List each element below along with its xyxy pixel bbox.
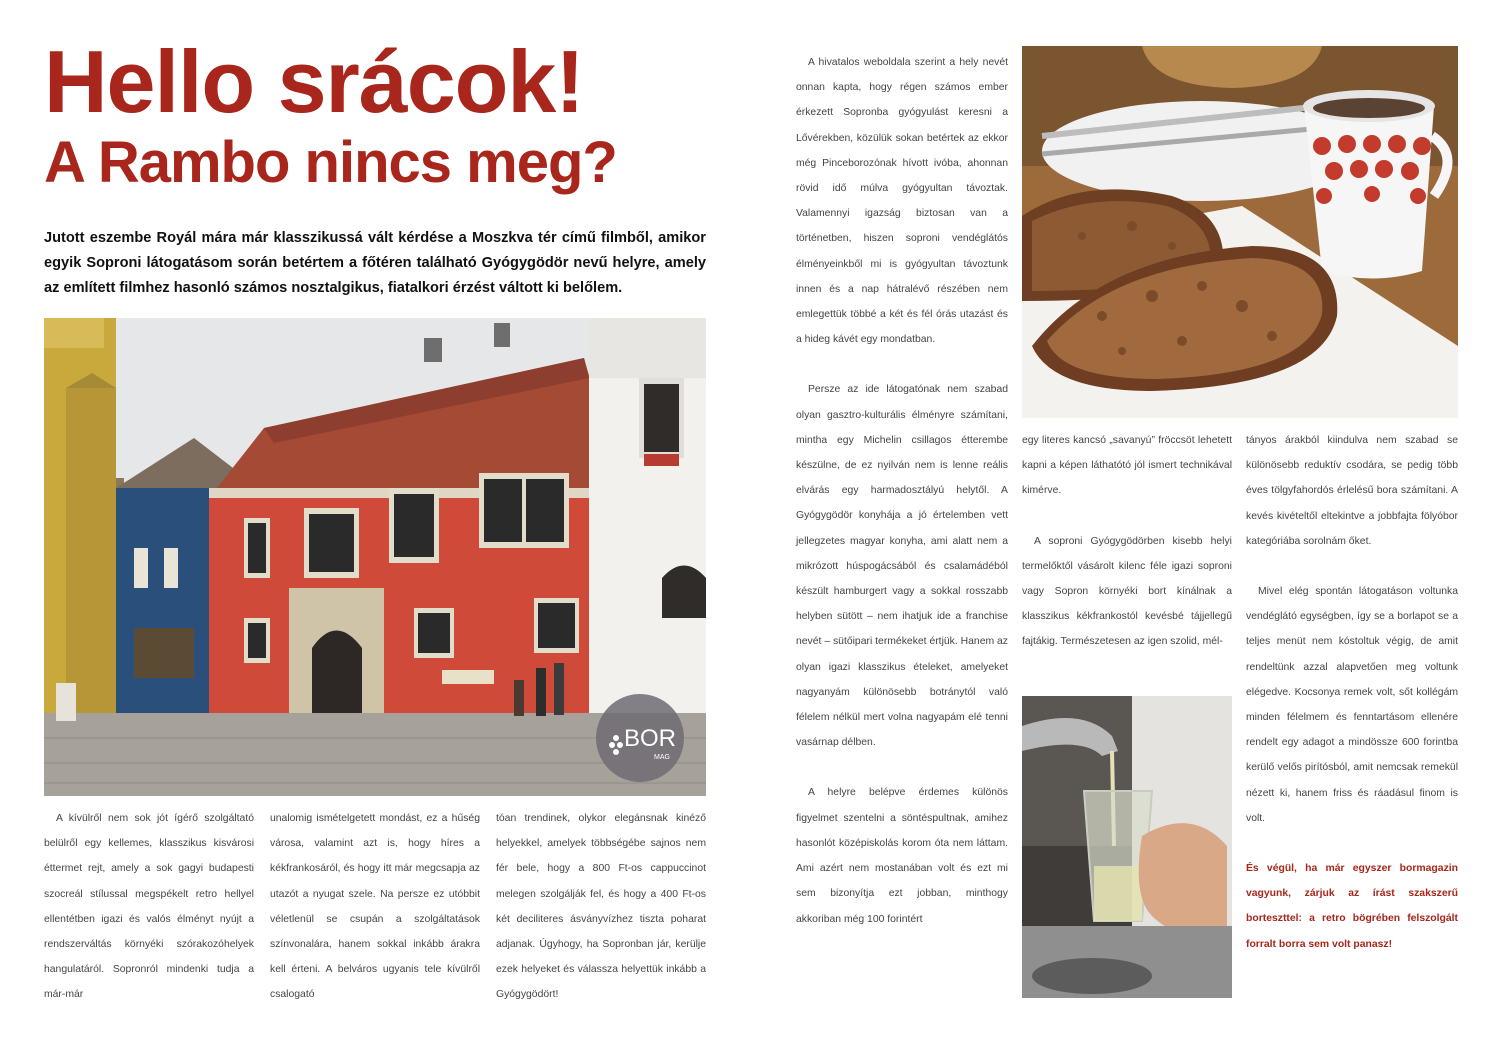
right-col-2 [1022, 428, 1232, 655]
right-col-3-p1: tányos árakból kiindulva nem szabad se különösebb reduktív csodára, se pedig több éves tölgyfahordós érlelésű bora számítani. A kevés kivételtől eltekintve a jobbfajta fölyóbor kategóriába sorolnám őket. [1246, 435, 1458, 547]
article-lead: Jutott eszembe Royál mára már klasszikussá vált kérdése a Moszkva tér című filmből, amikor egyik Soproni látogatásom során betértem a főtéren található Gyógygödör nevű helyre, amely az említett filmhez hasonló számos nosztalgikus, fiatalkori érzést váltott ki belőlem. [44, 230, 706, 296]
right-col-3 [1246, 428, 1458, 957]
left-col-1-text: A kívülről nem sok jót ígérő szolgáltató belülről egy kellemes, klasszikus kisvárosi éttermet rejt, amely a sok gagyi budapesti szocreál stílussal megspékelt retro hellyel ellentétben igazi és valós élményt nyújt a rendszerváltás környéki szórakozóhelyek hangulatáról. Sopronról mindenki tudja a már-már [44, 813, 254, 1001]
right-col-2-p2: A soproni Gyógygödörben kisebb helyi termelőktől vásárolt kilenc féle igazi soproni vagy Sopron környéki bort kínálnak a klasszikus kékfrankostól kevésbé tájjellegű fajtákig. Természetesen az igen szolid, mél- [1022, 535, 1232, 648]
title-line-1: Hello srácok! [44, 32, 584, 131]
right-col-2-p1: egy literes kancsó „savanyú” fröccsöt lehetett kapni a képen láthatótó jól ismert technikával kimérve. [1022, 435, 1232, 497]
right-col-3-p2: Mivel elég spontán látogatáson voltunka vendéglátó egységben, így se a borlapot se a teljes menüt nem kóstoltuk végig, de amit rendeltünk azzal alapvetően meg voltunk elégedve. Kocsonya remek volt, sőt kollégám minden félelmem és fenntartásom ellenére rendelt egy adagot a mindössze 600 forintba kerülő velős pirítósból, amit nemcsak remekül nézett ki, hanem friss és ráadásul finom is volt. [1246, 586, 1458, 824]
bor-logo-text: BOR [623, 725, 677, 752]
street-photo [44, 318, 706, 796]
right-col-1-p2: Persze az ide látogatónak nem szabad olyan gasztro-kulturális élményre számítani, mintha egy Michelin csillagos étterembe készülne, de ez nyilván nem is lenne reális elvárás egy harmadosztályú helytől. A Gyógygödör konyhája a jó értelemben vett jellegzetes magyar konyha, ami alatt nem a mikrózott húspogácsából és csalamádéból készült hamburgert vagy a sokkal rosszabb helyben sütött – nem ihatjuk ide a franchise nevét – sütőipari termékeket értjük. Hanem az olyan igazi klasszikus ételeket, amelyeket nagyanyám különösebb botránytól való félelem nélkül mert volna nagyapám elé tenni vasárnap délben. [796, 384, 1008, 749]
food-photo [1022, 46, 1458, 418]
left-col-2 [270, 806, 480, 1008]
left-col-3 [496, 806, 706, 1008]
right-col-1-p3: A helyre belépve érdemes különös figyelmet szentelni a söntéspultnak, amihez hasonlót középiskolás korom óta nem láttam. Ami azért nem mostanában volt és ezt mi sem bizonyítja ezt jobban, minthogy akkoriban még 100 forintért [796, 787, 1008, 925]
right-page [750, 0, 1500, 1052]
left-col-1 [44, 806, 254, 1008]
bor-logo-sub: MAG [654, 754, 670, 761]
right-col-1-p1: A hivatalos weboldala szerint a hely nevét onnan kapta, hogy régen számos ember érkezett Sopronba gyógyulást keresni a Lővérekben, közülük sokan betértek az ekkor még Pinceborozónak hívott ivóba, ahonnan rövid idő múlva gyógyultan távoztak. Valamennyi igazság biztosan van a történetben, hiszen soproni vendéglátós élményeinkből mi is gyógyultan távoztunk innen és a nap hátralévő részében nem emlegettük többé a két és fél órás utazást és a hideg kávét egy mondatban. [796, 57, 1008, 346]
right-col-1 [796, 50, 1008, 932]
left-col-3-text: tóan trendinek, olykor elegánsnak kinéző helyekkel, amelyek többségébe sajnos nem fér bele, hogy a 800 Ft-os cappuccinot melegen szolgálják fel, és hogy a 400 Ft-os két deciliteres ásványvízhez tiszta poharat adjanak. Úgyhogy, ha Sopronban jár, kerülje ezek helyeket és válassza helyettük inkább a Gyógygödört! [496, 813, 706, 1001]
title-line-2: A Rambo nincs meg? [44, 130, 617, 195]
right-col-3-closing: És végül, ha már egyszer bormagazin vagyunk, zárjuk az írást szakszerű borteszttel: a retro bögrében felszolgált forralt borra sem volt panasz! [1246, 863, 1458, 950]
article-title [44, 34, 724, 196]
wine-pouring-photo [1022, 696, 1232, 998]
left-col-2-text: unalomig ismételgetett mondást, ez a hűség városa, valamint azt is, hogy híres a kékfrankosáról, és hogy itt már megcsapja az utazót a nyugat szele. Na persze ez utóbbit véletlenül se csupán a szolgáltatások színvonalára, hanem sokkal inkább árakra kell érteni. A belváros ugyanis tele kívülről csalogató [270, 813, 480, 1001]
